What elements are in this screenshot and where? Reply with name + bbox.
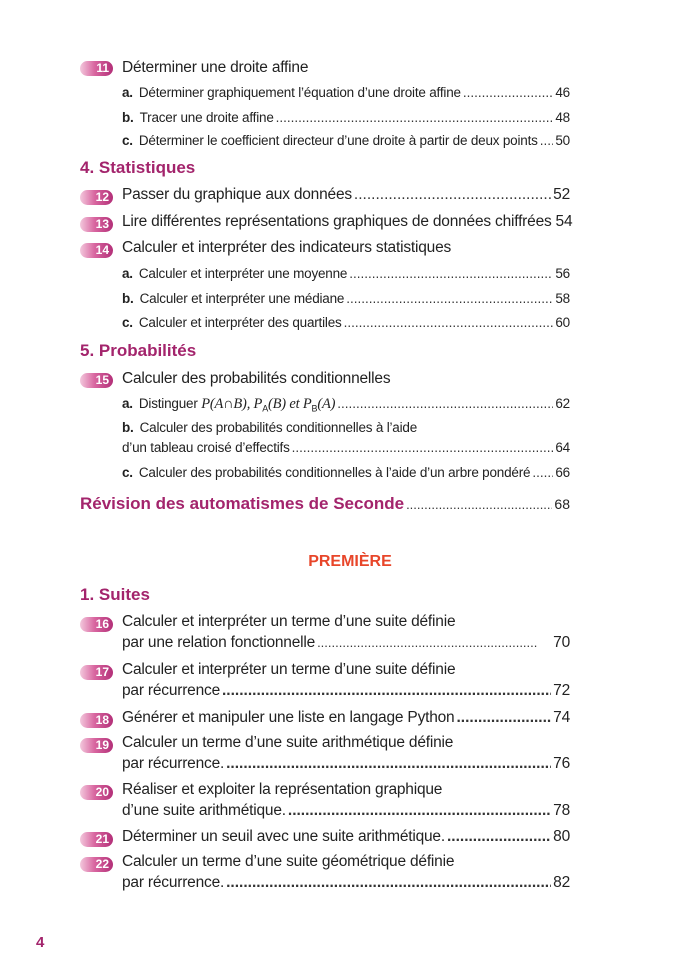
entry-title: Générer et manipuler une liste en langage Python bbox=[122, 709, 455, 726]
leader-dots bbox=[463, 85, 554, 100]
entry-title: Déterminer un seuil avec une suite arithmétique. bbox=[122, 828, 445, 845]
subentry-text: d’un tableau croisé d’effectifs bbox=[122, 440, 290, 455]
entry-title: par récurrence. bbox=[122, 874, 225, 891]
toc-subentry[interactable] bbox=[122, 133, 570, 148]
toc-entry[interactable] bbox=[122, 213, 573, 231]
toc-entry-title[interactable]: Calculer et interpréter des indicateurs statistiques bbox=[122, 239, 452, 256]
leader-dots bbox=[540, 133, 554, 148]
page-ref: 62 bbox=[555, 396, 570, 411]
entry-title: par une relation fonctionnelle bbox=[122, 634, 316, 651]
item-number-badge: 14 bbox=[80, 243, 113, 258]
subentry-letter: c. bbox=[122, 465, 133, 480]
subentry-text: Calculer des probabilités conditionnelles à l’aide bbox=[139, 420, 418, 435]
entry-title: d’une suite arithmétique. bbox=[122, 802, 286, 819]
item-number-badge: 20 bbox=[80, 785, 113, 800]
formula: (A) bbox=[317, 396, 336, 412]
toc-entry-continuation[interactable] bbox=[122, 874, 570, 892]
subentry-letter: a. bbox=[122, 85, 133, 100]
item-number-badge: 17 bbox=[80, 665, 113, 680]
toc-subentry[interactable] bbox=[122, 420, 417, 435]
item-number-badge: 18 bbox=[80, 713, 113, 728]
revision-entry[interactable] bbox=[80, 494, 570, 514]
subentry-text: Calculer et interpréter des quartiles bbox=[138, 315, 342, 330]
leader-dots bbox=[346, 291, 553, 306]
leader-dots bbox=[292, 440, 554, 455]
toc-entry[interactable] bbox=[122, 709, 570, 727]
formula: (B) et P bbox=[268, 396, 312, 412]
toc-entry-title[interactable]: Réaliser et exploiter la représentation graphique bbox=[122, 781, 443, 798]
toc-entry-title[interactable]: Calculer et interpréter un terme d’une suite définie bbox=[122, 661, 456, 678]
revision-title: Révision des automatismes de Seconde bbox=[80, 494, 405, 513]
item-number-badge: 16 bbox=[80, 617, 113, 632]
toc-entry-title[interactable]: Calculer un terme d’une suite arithmétique définie bbox=[122, 734, 454, 751]
toc-subentry[interactable] bbox=[122, 315, 570, 330]
leader-dots bbox=[226, 874, 551, 892]
toc-entry[interactable] bbox=[122, 828, 570, 846]
subentry-letter: a. bbox=[122, 396, 133, 411]
leader-dots bbox=[349, 266, 553, 281]
subentry-letter: b. bbox=[122, 110, 134, 125]
entry-title: par récurrence bbox=[122, 682, 220, 699]
toc-subentry[interactable] bbox=[122, 266, 570, 281]
page-ref: 82 bbox=[553, 874, 570, 891]
toc-subentry[interactable] bbox=[122, 85, 570, 100]
page-ref: 58 bbox=[555, 291, 570, 306]
toc-entry[interactable] bbox=[122, 186, 570, 204]
entry-title: Lire différentes représentations graphiques de données chiffrées bbox=[122, 213, 552, 230]
toc-entry-title[interactable]: Déterminer une droite affine bbox=[122, 59, 309, 76]
toc-subentry[interactable] bbox=[122, 110, 570, 125]
leader-dots bbox=[317, 635, 537, 650]
leader-dots bbox=[447, 828, 551, 846]
leader-dots bbox=[456, 709, 551, 727]
page-ref: 56 bbox=[555, 266, 570, 281]
toc-entry-title[interactable]: Calculer des probabilités conditionnelles bbox=[122, 370, 391, 387]
leader-dots bbox=[406, 497, 552, 512]
entry-title: par récurrence. bbox=[122, 755, 225, 772]
leader-dots bbox=[354, 186, 551, 204]
section-heading: 4. Statistiques bbox=[80, 158, 196, 177]
item-number-badge: 19 bbox=[80, 738, 113, 753]
formula: P(A∩B), P bbox=[201, 396, 263, 412]
page-ref: 48 bbox=[555, 110, 570, 125]
page-ref: 64 bbox=[555, 440, 570, 455]
toc-entry-continuation[interactable] bbox=[122, 682, 570, 700]
page-ref: 74 bbox=[553, 709, 570, 726]
page-ref: 72 bbox=[553, 682, 570, 699]
toc-subentry[interactable] bbox=[122, 465, 570, 480]
subentry-text: Tracer une droite affine bbox=[139, 110, 274, 125]
subentry-letter: a. bbox=[122, 266, 133, 281]
page-ref: 60 bbox=[555, 315, 570, 330]
page-ref: 80 bbox=[553, 828, 570, 845]
toc-entry-continuation[interactable] bbox=[122, 634, 570, 652]
section-heading: 1. Suites bbox=[80, 585, 150, 604]
leader-dots bbox=[337, 396, 553, 411]
toc-entry-continuation[interactable] bbox=[122, 802, 570, 820]
leader-dots bbox=[276, 110, 554, 125]
leader-dots bbox=[226, 755, 551, 773]
toc-entry-title[interactable]: Calculer et interpréter un terme d’une suite définie bbox=[122, 613, 456, 630]
item-number-badge: 21 bbox=[80, 832, 113, 847]
subentry-letter: c. bbox=[122, 133, 133, 148]
item-number-badge: 11 bbox=[80, 61, 113, 76]
toc-subentry-continuation[interactable] bbox=[122, 440, 570, 455]
item-number-badge: 22 bbox=[80, 857, 113, 872]
formula-subscript: A bbox=[262, 403, 269, 414]
page-ref: 76 bbox=[553, 755, 570, 772]
page-ref: 66 bbox=[555, 465, 570, 480]
page-ref: 52 bbox=[553, 186, 570, 203]
page-ref: 54 bbox=[555, 213, 573, 230]
page-ref: 70 bbox=[553, 634, 570, 651]
subentry-text: Calculer des probabilités conditionnelles à l’aide d’un arbre pondéré bbox=[138, 465, 531, 480]
page-ref: 78 bbox=[553, 802, 570, 819]
item-number-badge: 15 bbox=[80, 373, 113, 388]
toc-entry-title[interactable]: Calculer un terme d’une suite géométrique définie bbox=[122, 853, 455, 870]
subentry-text: Calculer et interpréter une médiane bbox=[139, 291, 345, 306]
part-heading: PREMIÈRE bbox=[308, 553, 392, 570]
subentry-text: Déterminer le coefficient directeur d’une droite à partir de deux points bbox=[138, 133, 538, 148]
entry-title: Passer du graphique aux données bbox=[122, 186, 352, 203]
subentry-letter: b. bbox=[122, 291, 134, 306]
toc-entry-continuation[interactable] bbox=[122, 755, 570, 773]
page-number: 4 bbox=[36, 934, 45, 951]
leader-dots bbox=[222, 682, 551, 700]
leader-dots bbox=[288, 802, 551, 820]
formula-subscript: B bbox=[311, 403, 318, 414]
toc-subentry[interactable] bbox=[122, 291, 570, 306]
toc-subentry[interactable] bbox=[122, 396, 570, 414]
item-number-badge: 13 bbox=[80, 217, 113, 232]
page-ref: 50 bbox=[555, 133, 570, 148]
item-number-badge: 12 bbox=[80, 190, 113, 205]
subentry-text: Distinguer bbox=[138, 396, 202, 411]
subentry-text: Calculer et interpréter une moyenne bbox=[138, 266, 348, 281]
subentry-text: Déterminer graphiquement l’équation d’une droite affine bbox=[138, 85, 461, 100]
subentry-letter: b. bbox=[122, 420, 134, 435]
subentry-letter: c. bbox=[122, 315, 133, 330]
page-ref: 68 bbox=[554, 496, 570, 512]
section-heading: 5. Probabilités bbox=[80, 341, 197, 360]
page-ref: 46 bbox=[555, 85, 570, 100]
leader-dots bbox=[532, 465, 553, 480]
leader-dots bbox=[344, 315, 554, 330]
